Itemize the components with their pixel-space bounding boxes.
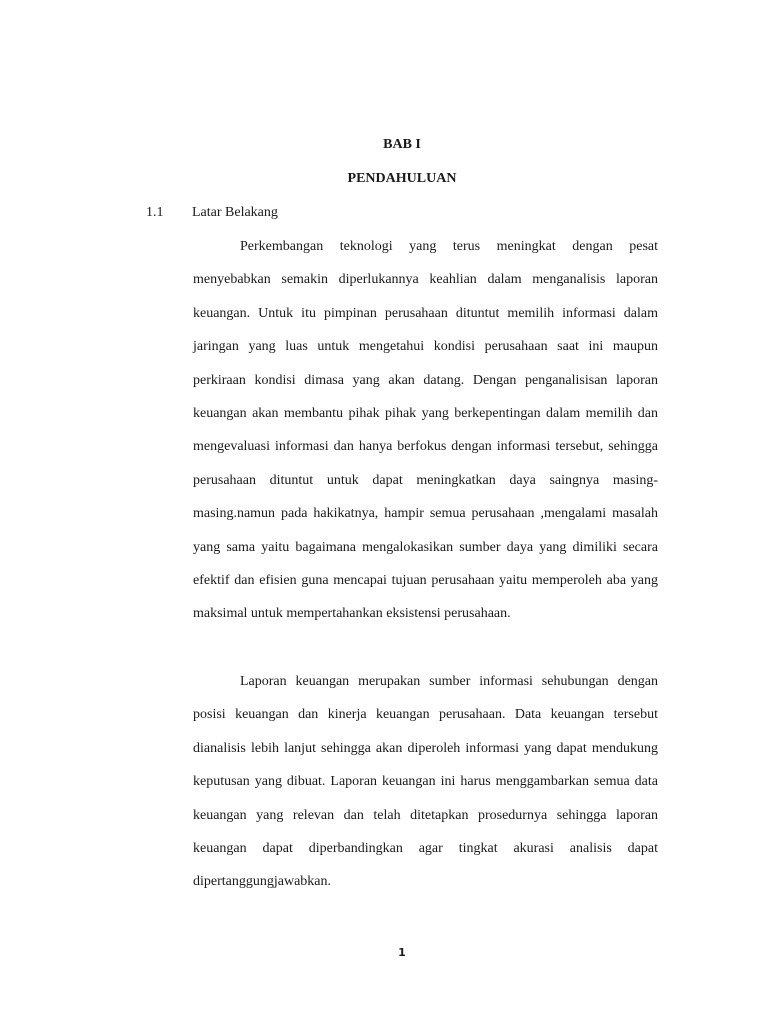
- paragraph-text: Perkembangan teknologi yang terus meningkat dengan pesat menyebabkan semakin diperlukannya keahlian dalam menganalisis laporan keuangan. Untuk itu pimpinan perusahaan dituntut memilih informasi dalam jaringan yang luas untuk mengetahui kondisi perusahaan saat ini maupun perkiraan kondisi dimasa yang akan datang. Dengan penganalisisan laporan keuangan akan membantu pihak pihak yang berkepentingan dalam memilih dan mengevaluasi informasi dan hanya berfokus dengan informasi tersebut, sehingga perusahaan dituntut untuk dapat meningkatkan daya saingnya masing-masing.namun pada hakikatnya, hampir semua perusahaan ,mengalami masalah yang sama yaitu bagaimana mengalokasikan sumber daya yang dimiliki secara efektif dan efisien guna mencapai tujuan perusahaan yaitu memperoleh aba yang maksimal untuk mempertahankan eksistensi perusahaan.: [193, 239, 658, 622]
- page-number: 1: [398, 946, 406, 959]
- section-title: Latar Belakang: [192, 205, 278, 220]
- paragraph-2: [193, 665, 658, 899]
- section-number: 1.1: [146, 205, 164, 220]
- chapter-title: PENDAHULUAN: [347, 171, 457, 186]
- section-heading: [146, 205, 278, 221]
- paragraph-1: [193, 230, 658, 631]
- chapter-label: BAB I: [383, 137, 421, 152]
- paragraph-text: Laporan keuangan merupakan sumber informasi sehubungan dengan posisi keuangan dan kinerja keuangan perusahaan. Data keuangan tersebut dianalisis lebih lanjut sehingga akan diperoleh informasi yang dapat mendukung keputusan yang dibuat. Laporan keuangan ini harus menggambarkan semua data keuangan yang relevan dan telah ditetapkan prosedurnya sehingga laporan keuangan dapat diperbandingkan agar tingkat akurasi analisis dapat dipertanggungjawabkan.: [193, 674, 658, 890]
